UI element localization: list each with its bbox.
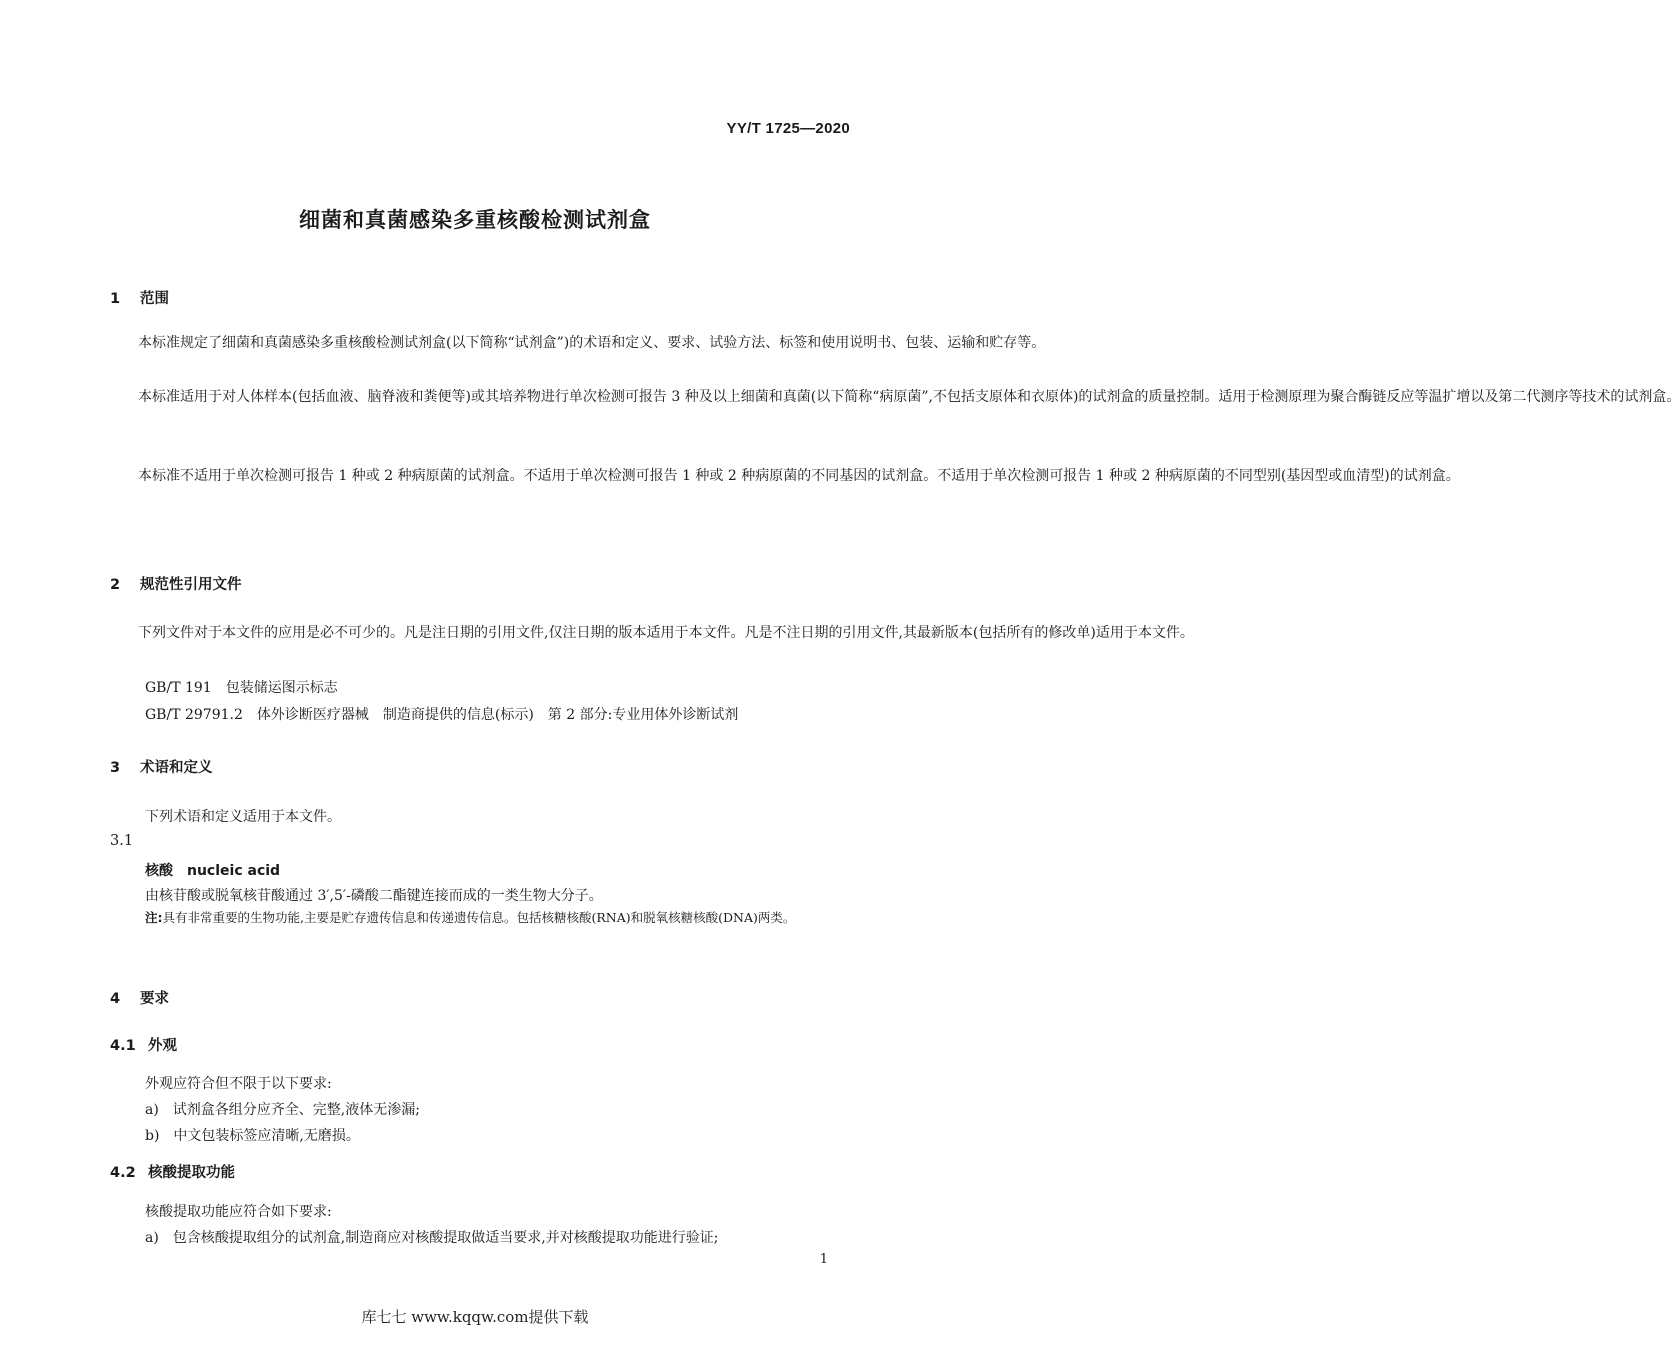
page-number: 1: [819, 1252, 828, 1267]
section-number: 1: [110, 291, 121, 307]
subsection-number: 4.1: [110, 1038, 136, 1054]
term-nucleic-acid: 核酸 nucleic acid: [145, 863, 281, 879]
section-title: 规范性引用文件: [140, 577, 242, 593]
section-1-heading: [110, 287, 169, 308]
term-definition: 由核苷酸或脱氧核苷酸通过 3′,5′-磷酸二酯键连接而成的一类生物大分子。: [145, 888, 603, 904]
section-title: 术语和定义: [140, 760, 213, 776]
note-text: 具有非常重要的生物功能,主要是贮存遗传信息和传递遗传信息。包括核糖核酸(RNA)和脱氧核糖核酸(DNA)两类。: [162, 910, 796, 925]
section-3-heading: [110, 756, 213, 777]
list-item-b: b) 中文包装标签应清晰,无磨损。: [145, 1128, 360, 1144]
list-item-a: a) 包含核酸提取组分的试剂盒,制造商应对核酸提取做适当要求,并对核酸提取功能进行验证;: [145, 1230, 719, 1246]
section-number: 2: [110, 577, 121, 593]
subsection-title: 外观: [148, 1038, 177, 1054]
section-title: 要求: [140, 991, 169, 1007]
subsection-3-1-number: 3.1: [110, 833, 134, 849]
subsection-number: 4.2: [110, 1165, 136, 1181]
subsection-4-2-intro: 核酸提取功能应符合如下要求:: [145, 1204, 332, 1220]
section-2-paragraph-1: 下列文件对于本文件的应用是必不可少的。凡是注日期的引用文件,仅注日期的版本适用于本文件。凡是不注日期的引用文件,其最新版本(包括所有的修改单)适用于本文件。: [138, 625, 1194, 641]
subsection-4-1-intro: 外观应符合但不限于以下要求:: [145, 1076, 332, 1092]
document-title: 细菌和真菌感染多重核酸检测试剂盒: [299, 208, 651, 232]
standard-code: YY/T 1725—2020: [726, 120, 850, 137]
list-item-a: a) 试剂盒各组分应齐全、完整,液体无渗漏;: [145, 1102, 420, 1118]
subsection-4-1-heading: [110, 1034, 177, 1055]
download-footer: 库七七 www.kqqw.com提供下载: [361, 1308, 589, 1326]
normative-reference-2: GB/T 29791.2 体外诊断医疗器械 制造商提供的信息(标示) 第 2 部分:专业用体外诊断试剂: [145, 707, 739, 723]
section-2-heading: [110, 573, 242, 594]
term-note: [145, 906, 850, 930]
subsection-title: 核酸提取功能: [148, 1165, 235, 1181]
section-title: 范围: [140, 291, 169, 307]
section-1-paragraph-1: 本标准规定了细菌和真菌感染多重核酸检测试剂盒(以下简称“试剂盒”)的术语和定义、要求、试验方法、标签和使用说明书、包装、运输和贮存等。: [138, 335, 1046, 351]
section-1-paragraph-2: 本标准适用于对人体样本(包括血液、脑脊液和粪便等)或其培养物进行单次检测可报告 3 种及以上细菌和真菌(以下简称“病原菌”,不包括支原体和衣原体)的试剂盒的质量控制。适用于检测原理为聚合酶链反应等温扩增以及第二代测序等技术的试剂盒。: [138, 389, 1680, 405]
normative-reference-1: GB/T 191 包装储运图示标志: [145, 680, 338, 696]
subsection-4-2-heading: [110, 1161, 235, 1182]
section-1-paragraph-3: 本标准不适用于单次检测可报告 1 种或 2 种病原菌的试剂盒。不适用于单次检测可报告 1 种或 2 种病原菌的不同基因的试剂盒。不适用于单次检测可报告 1 种或 2 种病原菌的不同型别(基因型或血清型)的试剂盒。: [138, 468, 1460, 484]
section-number: 4: [110, 991, 121, 1007]
note-label: 注:: [145, 910, 163, 925]
section-number: 3: [110, 760, 121, 776]
section-3-paragraph-1: 下列术语和定义适用于本文件。: [145, 809, 341, 825]
section-4-heading: [110, 987, 169, 1008]
